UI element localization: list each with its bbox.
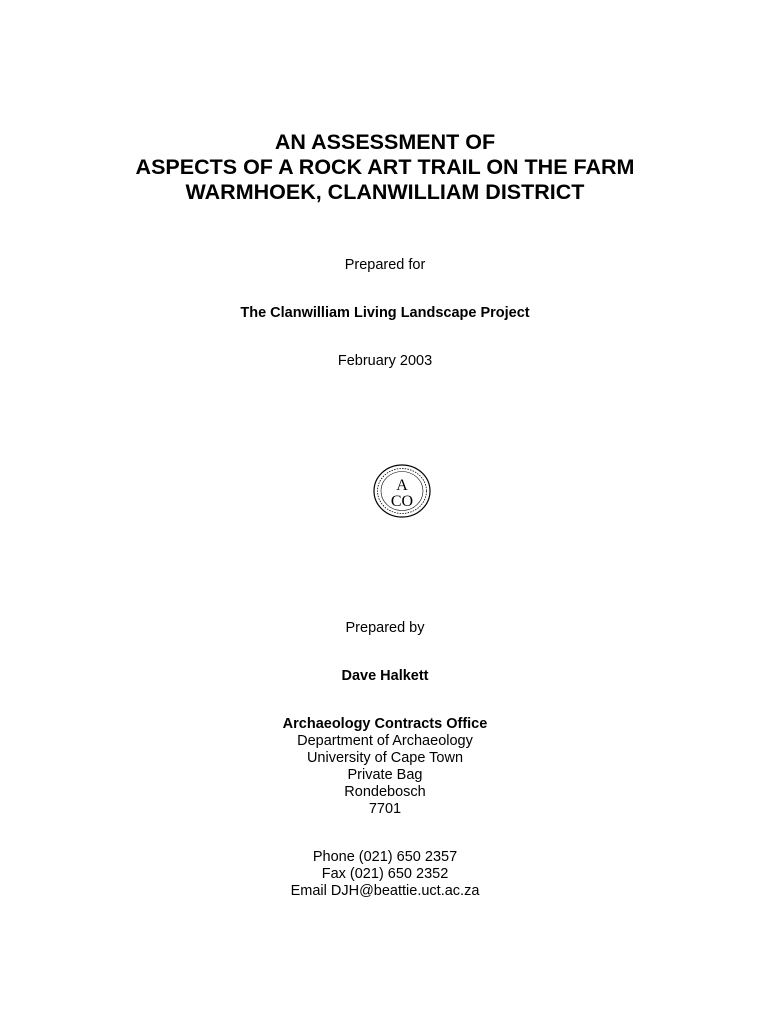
address-line: 7701	[368, 801, 402, 817]
prepared-for-label: Prepared for	[344, 257, 426, 273]
aco-seal-icon	[372, 463, 432, 519]
author-name: Dave Halkett	[341, 668, 429, 684]
title-line-2: ASPECTS OF A ROCK ART TRAIL ON THE FARM	[135, 155, 635, 179]
title-line-1: AN ASSESSMENT OF	[274, 130, 496, 154]
fax-number: Fax (021) 650 2352	[321, 866, 449, 882]
organization-name: Archaeology Contracts Office	[282, 716, 488, 732]
address-line: Private Bag	[347, 767, 423, 783]
logo-letters-co: CO	[390, 493, 414, 510]
title-line-3: WARMHOEK, CLANWILLIAM DISTRICT	[185, 180, 585, 204]
phone-number: Phone (021) 650 2357	[312, 849, 458, 865]
address-line: Department of Archaeology	[297, 733, 473, 749]
report-date: February 2003	[337, 353, 433, 369]
document-title	[0, 130, 770, 205]
author-address	[0, 716, 770, 818]
contact-details	[0, 849, 770, 900]
client-name: The Clanwilliam Living Landscape Project	[240, 305, 530, 321]
logo-letter-a: A	[396, 477, 408, 494]
address-line: Rondebosch	[344, 784, 426, 800]
email-address: Email DJH@beattie.uct.ac.za	[290, 883, 480, 899]
address-line: University of Cape Town	[306, 750, 464, 766]
prepared-by-label: Prepared by	[345, 620, 425, 636]
